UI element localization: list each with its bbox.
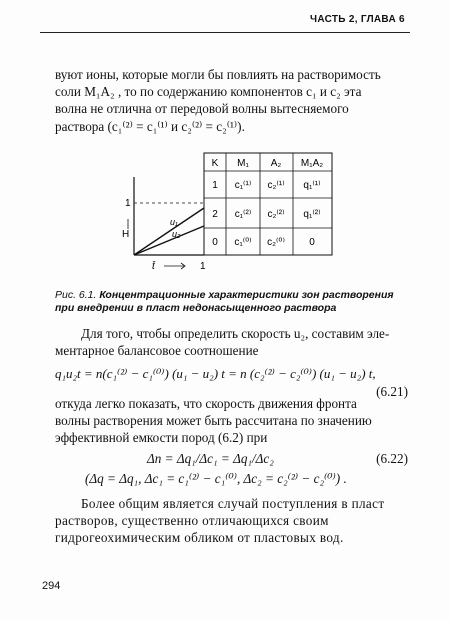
figure-caption [55, 289, 415, 315]
running-header: ЧАСТЬ 2, ГЛАВА 6 [310, 14, 405, 25]
paragraph-4-line-3: гидрогеохимическим обликом от пластовых вод. [55, 530, 344, 546]
table-header-a2: A₂ [270, 158, 282, 169]
table-cell: 1 [212, 180, 218, 191]
axis-x-label: t̄ [152, 261, 155, 272]
paragraph-3-line-1: откуда легко показать, что скорость движения фронта [55, 396, 357, 411]
page-number: 294 [42, 580, 61, 592]
paragraph-1-line-2: соли M₁A₂ , то по содержанию компонентов c₁ и c₂ эта [55, 84, 362, 100]
paragraph-1-line-3: волна не отлична от передовой волны вытесняемого [55, 101, 349, 117]
table-cell: c₂⁽⁰⁾ [267, 237, 285, 248]
figure-6-1 [120, 149, 335, 284]
paragraph-2-line-1-text: Для того, чтобы определить скорость u₂, составим эле- [81, 326, 390, 341]
paragraph-2-line-2: ментарное балансовое соотношение [55, 343, 259, 359]
caption-text: Концентрационные характеристики зон растворения при внедрении в пласт недонасыщенного раствора [55, 289, 394, 314]
figure-svg [120, 149, 335, 279]
table-cell: q₁⁽¹⁾ [303, 180, 321, 191]
paragraph-1-line-4: раствора (c₁⁽²⁾ = c₁⁽¹⁾ и c₂⁽²⁾ = c₂⁽¹⁾). [55, 118, 245, 134]
table-cell: 2 [212, 209, 218, 220]
table-cell: 0 [309, 237, 315, 248]
table-header-m1a2: M₁A₂ [300, 158, 324, 169]
equation-6-22-detail: (Δq = Δq₁, Δc₁ = c₁⁽²⁾ − c₁⁽⁰⁾, Δc₂ = c₂⁽²⁾ − c₂⁽⁰⁾) . [85, 470, 347, 486]
paragraph-1-line-1: вуют ионы, которые могли бы повлиять на растворимость [55, 67, 381, 82]
paragraph-2-line-1 [55, 325, 408, 342]
paragraph-3-line-2: волны растворения может быть рассчитана по значению [55, 413, 372, 429]
table-cell: c₁⁽¹⁾ [234, 180, 252, 191]
table-cell: c₁⁽⁰⁾ [234, 237, 252, 248]
table-cell: c₂⁽¹⁾ [267, 180, 285, 191]
paragraph-4-line-2: растворов, существенно отличающихся своим [55, 513, 329, 529]
axis-y-label: H [122, 229, 130, 240]
paragraph-2 [55, 325, 408, 400]
characteristic-u2 [134, 226, 204, 255]
table-cell: c₁⁽²⁾ [234, 209, 252, 220]
label-u1: u₁ [170, 217, 178, 227]
tick-y: 1 [125, 198, 131, 209]
equation-6-22 [55, 450, 408, 467]
equation-6-22-body: Δn = Δq₁/Δc₁ = Δq₁/Δc₂ [147, 450, 274, 466]
table-header-m1: M₁ [237, 158, 249, 169]
paragraph-4-line-1-text: Более общим является случай поступления в пласт [81, 496, 385, 511]
paragraph-1 [55, 66, 408, 135]
table-header-k: K [211, 158, 219, 169]
characteristic-u1 [134, 208, 204, 255]
paragraph-4 [55, 495, 408, 547]
table-cell: c₂⁽²⁾ [267, 209, 285, 220]
equation-6-21-number: (6.21) [376, 383, 408, 399]
paragraph-3 [55, 395, 408, 487]
equation-6-22-number: (6.22) [376, 450, 408, 466]
table-cell: q₁⁽²⁾ [303, 209, 321, 220]
table-cell: 0 [212, 237, 218, 248]
equation-6-21-body: q₁u₂t = n(c₁⁽²⁾ − c₁⁽⁰⁾) (u₁ − u₂) t = n (c₂⁽²⁾ − c₂⁽⁰⁾) (u₁ − u₂) t, [55, 366, 376, 382]
label-u2: u₂ [172, 229, 181, 239]
equation-6-21 [55, 365, 408, 382]
caption-label: Рис. 6.1. [55, 289, 97, 301]
paragraph-3-line-3: эффективной емкости пород (6.2) при [55, 430, 268, 446]
header-rule [40, 32, 410, 33]
tick-x: 1 [200, 261, 206, 272]
paragraph-4-line-1 [55, 495, 408, 512]
